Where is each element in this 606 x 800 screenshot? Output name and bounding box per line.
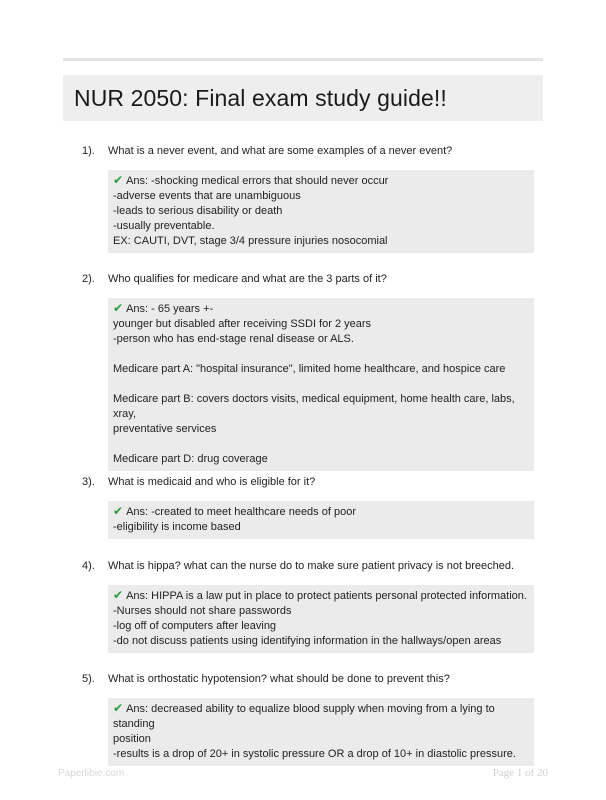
question-number: 5). [82,673,95,685]
answer-box [108,585,534,653]
answer-line: -usually preventable. [113,220,215,232]
check-icon: ✔ [113,504,124,518]
answer-line: -adverse events that are unambiguous [113,190,301,202]
answer-line: Medicare part A: "hospital insurance", limited home healthcare, and hospice care [113,363,506,375]
answer-line: preventative services [113,423,217,435]
check-icon: ✔ [113,173,124,187]
answer-line: Medicare part B: covers doctors visits, medical equipment, home health care, labs, xray, [113,393,515,420]
question-text: What is medicaid and who is eligible for it? [108,476,316,488]
answer-line: ✔ Ans: decreased ability to equalize blood supply when moving from a lying to standing [113,701,495,730]
answer-line [113,347,528,362]
page-indicator: Page 1 of 20 [492,767,548,779]
question-number: 1). [82,145,95,157]
answer-line [113,437,528,452]
question-number: 2). [82,273,95,285]
answer-line: -person who has end-stage renal disease or ALS. [113,333,354,345]
watermark: Paperlibie.com [58,768,125,779]
answer-line: -log off of computers after leaving [113,620,277,632]
answer-line: ✔ Ans: -created to meet healthcare needs of poor [113,504,356,518]
answer-line: ✔ Ans: -shocking medical errors that should never occur [113,173,389,187]
answer-line [113,377,528,392]
answer-line: -Nurses should not share passwords [113,605,292,617]
title-banner [63,75,543,121]
question-text: What is hippa? what can the nurse do to make sure patient privacy is not breeched. [108,560,515,572]
answer-line: -leads to serious disability or death [113,205,283,217]
check-icon: ✔ [113,701,124,715]
page-title: NUR 2050: Final exam study guide!! [74,84,447,111]
answer-box [108,698,534,766]
question-text: What is a never event, and what are some examples of a never event? [108,145,453,157]
answer-line: EX: CAUTI, DVT, stage 3/4 pressure injuries nosocomial [113,235,388,247]
answer-line: position [113,733,151,745]
answer-line: younger but disabled after receiving SSDI for 2 years [113,318,372,330]
answer-line: ✔ Ans: HIPPA is a law put in place to protect patients personal protected information. [113,588,527,602]
answer-line: -eligibility is income based [113,521,241,533]
question-text: Who qualifies for medicare and what are the 3 parts of it? [108,273,387,285]
answer-line: -do not discuss patients using identifying information in the hallways/open areas [113,635,502,647]
answer-line: -results is a drop of 20+ in systolic pressure OR a drop of 10+ in diastolic pressure. [113,748,516,760]
check-icon: ✔ [113,301,124,315]
answer-box [108,298,534,471]
answer-box [108,501,534,539]
answer-line: ✔ Ans: - 65 years +- [113,301,214,315]
top-divider [63,58,543,61]
question-number: 4). [82,560,95,572]
answer-line: Medicare part D: drug coverage [113,453,268,465]
check-icon: ✔ [113,588,124,602]
answer-box [108,170,534,253]
question-text: What is orthostatic hypotension? what should be done to prevent this? [108,673,450,685]
question-number: 3). [82,476,95,488]
